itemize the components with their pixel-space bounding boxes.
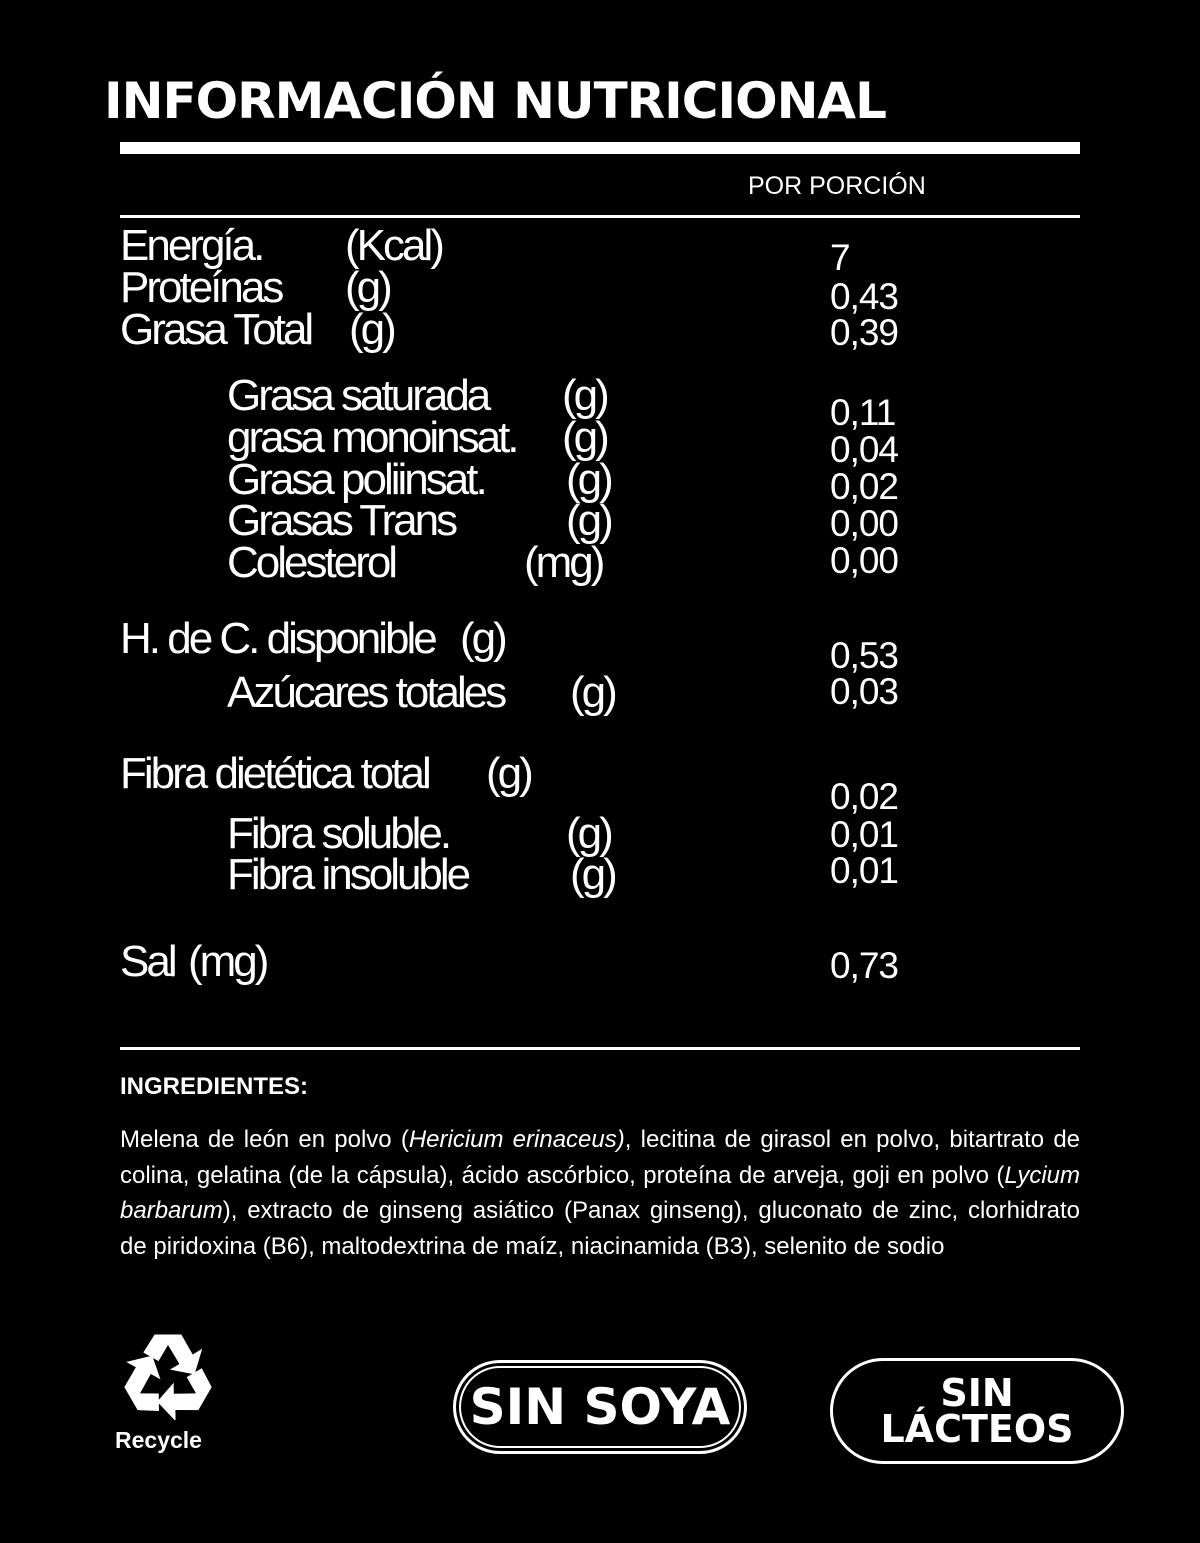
nutrient-value: 0,00 (830, 540, 899, 581)
nutrient-unit: (mg) (524, 538, 603, 587)
nutrient-unit: (g) (460, 614, 505, 663)
nutrient-value: 0,73 (830, 945, 899, 986)
nutrient-value: 0,11 (830, 392, 896, 433)
nutrient-value: 0,04 (830, 429, 899, 470)
nutrient-unit: (mg) (188, 937, 267, 986)
ingredients-segment: ), extracto de ginseng asiático (Panax ginseng), gluconato de zinc, clorhidrato de piridoxina (B6), maltodextrina de maíz, niacinamida (B3), selenito de sodio (120, 1197, 1080, 1260)
nutrient-unit: (Kcal) (345, 221, 442, 270)
ingredients-text (120, 1122, 1080, 1264)
nutrient-unit: (g) (570, 850, 615, 899)
nutrient-unit: (g) (349, 305, 394, 354)
ingredients-latin-name: Hericium erinaceus) (408, 1126, 625, 1153)
nutrient-name: Grasas Trans (227, 496, 456, 545)
nutrient-value: 0,02 (830, 776, 899, 817)
nutrient-name: Colesterol (227, 538, 396, 587)
nutrient-value: 0,39 (830, 312, 899, 353)
nutrient-unit: (g) (566, 809, 611, 858)
nutrient-unit: (g) (345, 263, 390, 312)
nutrient-value: 0,43 (830, 276, 899, 317)
nutrient-name: Azúcares totales (227, 668, 505, 717)
recycle-icon (118, 1325, 218, 1420)
sin-lacteos-label (880, 1371, 1074, 1451)
nutrient-unit: (g) (562, 371, 607, 420)
ingredients-segment: , lecitina de girasol en polvo, bitartrato de colina, gelatina (de la cápsula), ácido ascórbico, proteína de arveja, goji en polvo ( (120, 1126, 1081, 1189)
ingredients-latin-name: Lycium barbarum (120, 1161, 1080, 1224)
nutrient-value: 0,01 (830, 814, 899, 855)
nutrient-value: 0,01 (830, 850, 899, 891)
nutrient-name: H. de C. disponible (120, 614, 435, 663)
ingredients-divider (120, 1047, 1080, 1050)
title-divider (120, 142, 1080, 154)
sin-lacteos-line1: SIN (940, 1371, 1014, 1415)
nutrient-name: Grasa saturada (227, 371, 489, 420)
nutrient-unit: (g) (562, 413, 607, 462)
sin-soya-badge (453, 1360, 747, 1454)
nutrient-name: Grasa Total (120, 305, 312, 354)
nutrient-name: grasa monoinsat. (227, 413, 517, 462)
nutrient-unit: (g) (570, 668, 615, 717)
nutrient-name: Sal (120, 937, 175, 986)
ingredients-heading: INGREDIENTES: (120, 1073, 309, 1100)
recycle-label: Recycle (115, 1427, 202, 1453)
nutrient-unit: (g) (486, 749, 531, 798)
column-header: POR PORCIÓN (748, 172, 926, 200)
nutrient-name: Proteínas (120, 263, 282, 312)
nutrient-value: 0,00 (830, 503, 899, 544)
table-divider (120, 215, 1080, 218)
sin-soya-label: SIN SOYA (469, 1378, 731, 1436)
ingredients-segment: Melena de león en polvo ( (120, 1126, 409, 1153)
sin-lacteos-badge (830, 1358, 1124, 1464)
nutrient-unit: (g) (566, 496, 611, 545)
nutrient-name: Fibra insoluble (227, 850, 469, 899)
sin-lacteos-line2: LÁCTEOS (880, 1407, 1074, 1451)
nutrient-name: Fibra soluble. (227, 809, 450, 858)
nutrient-value: 0,02 (830, 466, 899, 507)
nutrient-name: Energía. (120, 221, 263, 270)
nutrient-unit: (g) (566, 455, 611, 504)
nutrient-value: 7 (830, 237, 850, 278)
nutrient-value: 0,53 (830, 635, 899, 676)
page-title: INFORMACIÓN NUTRICIONAL (104, 72, 886, 130)
nutrient-value: 0,03 (830, 671, 899, 712)
nutrient-name: Fibra dietética total (120, 749, 429, 798)
nutrient-name: Grasa poliinsat. (227, 455, 485, 504)
